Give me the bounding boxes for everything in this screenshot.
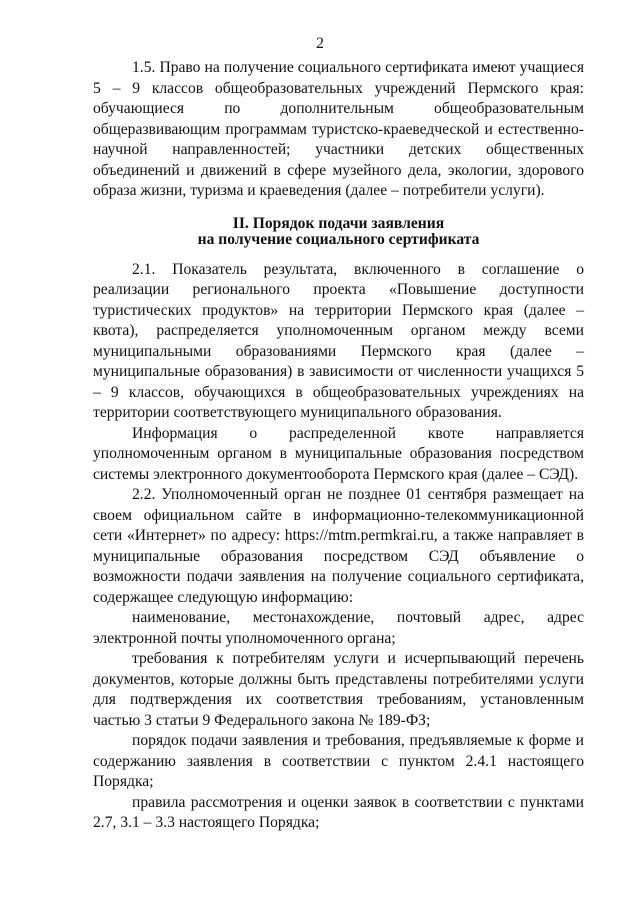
paragraph-2-2: 2.2. Уполномоченный орган не позднее 01 сентября размещает на своем официальном сайте в информационно-телекоммуникационной сети «Интернет» по адресу: https://mtm.permkrai.ru, а также направляет в муниципальные образования посредством СЭД объявление о возможности подачи заявления на получение социального сертификата, содержащее следующую информацию: <box>93 486 584 606</box>
list-item: правила рассмотрения и оценки заявок в соответствии с пунктами 2.7, 3.1 – 3.3 настоящего Порядка; <box>93 793 584 831</box>
paragraph-quota-info: Информация о распределенной квоте направляется уполномоченным органом в муниципальные образования посредством системы электронного документооборота Пермского края (далее – СЭД). <box>93 424 584 483</box>
section-2-title-line-1: II. Порядок подачи заявления <box>232 214 445 232</box>
section-2-heading <box>93 216 584 248</box>
paragraph-2-1: 2.1. Показатель результата, включенного в соглашение о реализации регионального проекта «Повышение доступности туристических продуктов» на территории Пермского края (далее – квота), распределяется уполномоченным органом между всеми муниципальными образованиями Пермского края (далее – муниципальные образования) в зависимости от численности учащихся 5 – 9 классов, обучающихся в общеобразовательных учреждениях на территории соответствующего муниципального образования. <box>93 260 584 421</box>
paragraph-1-5: 1.5. Право на получение социального сертификата имеют учащиеся 5 – 9 классов общеобразовательных учреждений Пермского края: обучающиеся по дополнительным общеобразовательным общеразвивающим программам туристско-краеведческой и естественно-научной направленностей; участники детских общественных объединений и движений в сфере музейного дела, экологии, здорового образа жизни, туризма и краеведения (далее – потребители услуги). <box>93 59 584 199</box>
document-body <box>93 58 584 834</box>
list-item: наименование, местонахождение, почтовый адрес, адрес электронной почты уполномоченного органа; <box>93 609 584 647</box>
page-number: 2 <box>316 35 324 52</box>
section-2-title-line-2: на получение социального сертификата <box>197 230 480 248</box>
list-item: порядок подачи заявления и требования, предъявляемые к форме и содержанию заявления в соответствии с пунктом 2.4.1 настоящего Порядка; <box>93 732 584 790</box>
list-item: требования к потребителям услуги и исчерпывающий перечень документов, которые должны быть представлены потребителями услуги для подтверждения их соответствия требованиям, установленным частью 3 статьи 9 Федерального закона № 189-ФЗ; <box>93 650 584 729</box>
